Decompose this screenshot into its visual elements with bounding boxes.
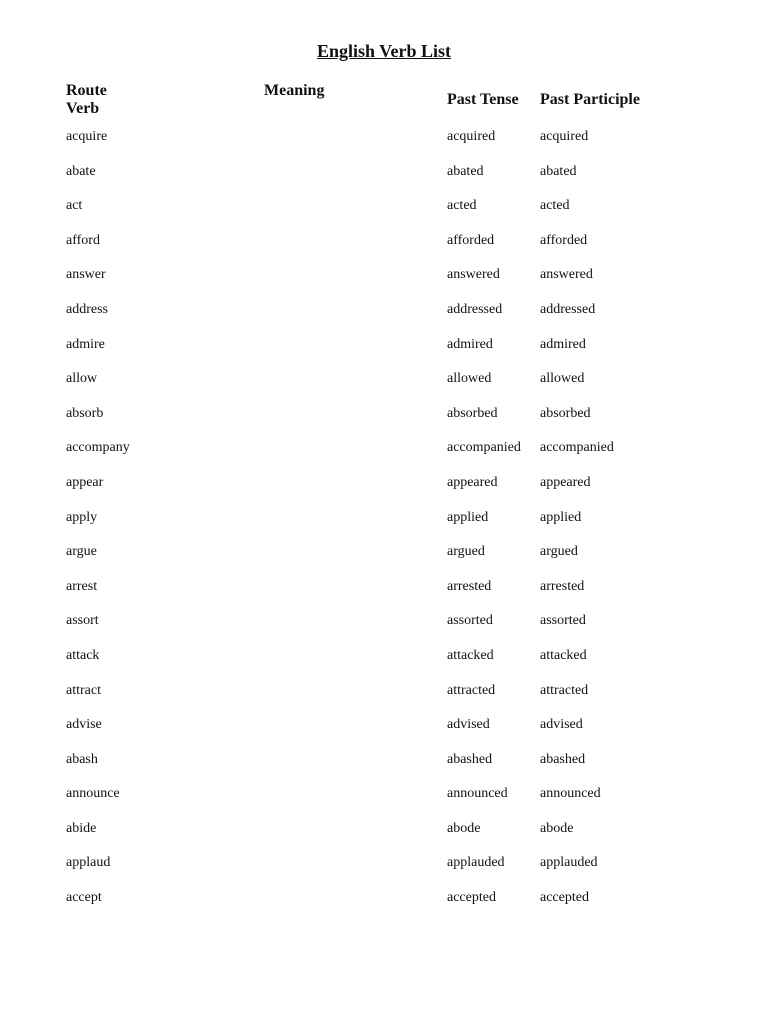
past-tense-cell: advised [447, 717, 490, 733]
route-verb-cell: absorb [66, 405, 104, 421]
past-tense-cell: applauded [447, 855, 505, 871]
past-tense-cell: absorbed [447, 405, 498, 421]
header-past-tense: Past Tense [447, 91, 519, 108]
past-participle-cell: accepted [540, 890, 589, 906]
route-verb-cell: attract [66, 682, 101, 698]
past-participle-cell: applauded [540, 855, 598, 871]
past-tense-cell: accompanied [447, 440, 521, 456]
page-title: English Verb List [316, 41, 452, 61]
past-tense-cell: attracted [447, 682, 496, 698]
past-tense-cell: addressed [447, 301, 503, 317]
route-verb-cell: accompany [66, 440, 130, 456]
header-route-verb [66, 82, 107, 118]
table-row [0, 128, 768, 163]
past-tense-cell: assorted [447, 613, 493, 629]
route-verb-cell: advise [66, 717, 102, 733]
past-tense-cell: accepted [447, 890, 496, 906]
past-participle-cell: applied [540, 509, 582, 525]
table-row [0, 820, 768, 855]
table-row [0, 751, 768, 786]
past-participle-cell: acquired [540, 129, 589, 144]
past-participle-cell: acted [540, 198, 570, 214]
table-row [0, 405, 768, 440]
past-participle-cell: abashed [540, 751, 586, 767]
table-row [0, 543, 768, 578]
table-row [0, 370, 768, 405]
route-verb-cell: afford [66, 232, 100, 248]
past-participle-cell: allowed [540, 371, 585, 387]
past-participle-cell: arrested [540, 578, 585, 594]
past-tense-cell: argued [447, 544, 485, 560]
route-verb-cell: applaud [66, 855, 111, 871]
past-tense-cell: acquired [447, 129, 496, 144]
past-tense-cell: arrested [447, 578, 492, 594]
past-participle-cell: accompanied [540, 440, 614, 456]
table-row [0, 509, 768, 544]
past-tense-cell: abode [447, 820, 481, 836]
table-row [0, 854, 768, 889]
header-past-participle: Past Participle [540, 91, 640, 108]
past-participle-cell: attacked [540, 647, 587, 663]
route-verb-cell: assort [66, 613, 99, 629]
past-participle-cell: answered [540, 267, 593, 283]
past-tense-cell: abated [447, 163, 484, 179]
past-tense-cell: applied [447, 509, 489, 525]
route-verb-cell: attack [66, 647, 100, 663]
past-participle-cell: announced [540, 786, 601, 802]
table-row [0, 889, 768, 924]
route-verb-cell: allow [66, 371, 98, 387]
route-verb-cell: apply [66, 509, 98, 525]
route-verb-cell: abate [66, 163, 96, 179]
table-row [0, 716, 768, 751]
past-tense-cell: abashed [447, 751, 493, 767]
past-tense-cell: attacked [447, 647, 494, 663]
table-row [0, 301, 768, 336]
past-tense-cell: afforded [447, 232, 495, 248]
route-verb-cell: argue [66, 544, 97, 560]
table-row [0, 266, 768, 301]
table-row [0, 612, 768, 647]
past-participle-cell: afforded [540, 232, 588, 248]
header-route-verb-line2: Verb [66, 100, 100, 117]
past-tense-cell: allowed [447, 371, 492, 387]
past-tense-cell: admired [447, 336, 493, 352]
past-participle-cell: addressed [540, 301, 596, 317]
past-participle-cell: attracted [540, 682, 589, 698]
table-row [0, 197, 768, 232]
route-verb-cell: arrest [66, 578, 98, 594]
route-verb-cell: accept [66, 890, 102, 906]
past-participle-cell: admired [540, 336, 586, 352]
header-route-verb-line1: Route [66, 82, 107, 99]
route-verb-cell: appear [66, 474, 104, 490]
past-participle-cell: abated [540, 163, 577, 179]
past-participle-cell: advised [540, 717, 583, 733]
past-participle-cell: appeared [540, 474, 591, 490]
past-tense-cell: acted [447, 198, 477, 214]
table-row [0, 474, 768, 509]
route-verb-cell: acquire [66, 129, 108, 144]
past-tense-cell: appeared [447, 474, 498, 490]
table-row [0, 439, 768, 474]
route-verb-cell: admire [66, 336, 105, 352]
past-tense-cell: answered [447, 267, 500, 283]
table-row [0, 682, 768, 717]
past-tense-cell: announced [447, 786, 508, 802]
route-verb-cell: address [66, 301, 108, 317]
table-row [0, 785, 768, 820]
past-participle-cell: absorbed [540, 405, 591, 421]
table-row [0, 232, 768, 267]
table-row [0, 647, 768, 682]
route-verb-cell: answer [66, 267, 106, 283]
route-verb-cell: act [66, 198, 83, 214]
header-meaning: Meaning [264, 82, 325, 99]
route-verb-cell: abide [66, 820, 97, 836]
verb-table [0, 128, 768, 924]
past-participle-cell: assorted [540, 613, 586, 629]
route-verb-cell: abash [66, 751, 98, 767]
table-row [0, 163, 768, 198]
past-participle-cell: argued [540, 544, 578, 560]
route-verb-cell: announce [66, 786, 120, 802]
past-participle-cell: abode [540, 820, 574, 836]
table-row [0, 336, 768, 371]
table-row [0, 578, 768, 613]
